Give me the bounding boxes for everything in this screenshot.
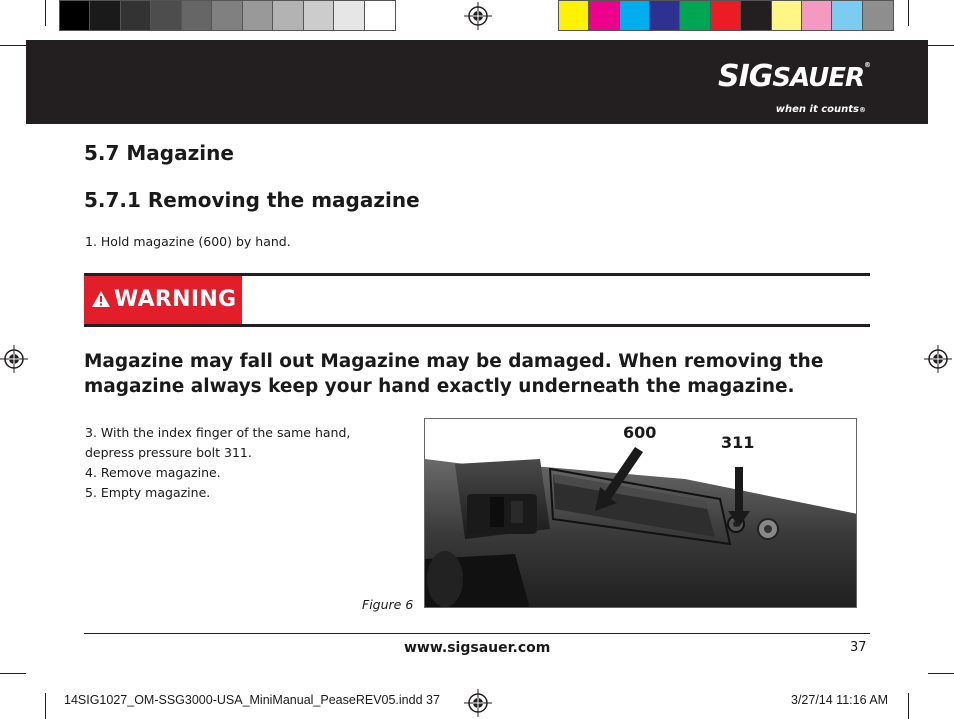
color-swatch	[589, 1, 619, 30]
color-swatch	[151, 1, 181, 30]
color-swatch	[121, 1, 151, 30]
registration-mark-bottom-icon	[464, 689, 492, 717]
warning-bottom-rule	[84, 324, 870, 327]
color-swatch	[620, 1, 650, 30]
color-swatch	[711, 1, 741, 30]
step-3a: 3. With the index finger of the same hand,	[85, 425, 351, 440]
logo-tagline-text: when it counts	[775, 104, 859, 115]
color-swatch	[212, 1, 242, 30]
warning-triangle-icon	[92, 291, 110, 307]
color-swatch	[680, 1, 710, 30]
color-swatch	[772, 1, 802, 30]
footer-url[interactable]: www.sigsauer.com	[404, 640, 551, 656]
steps-list	[85, 423, 350, 503]
color-swatch	[60, 1, 90, 30]
color-swatch	[304, 1, 334, 30]
rifle-magazine-illustration	[425, 419, 857, 608]
logo-tagline-reg: ®	[859, 106, 866, 114]
color-swatch	[650, 1, 680, 30]
color-swatch	[559, 1, 589, 30]
crop-mark	[0, 673, 26, 674]
gray-swatch-bar	[59, 0, 396, 31]
page-number: 37	[850, 640, 867, 655]
figure-caption: Figure 6	[362, 597, 414, 612]
crop-mark	[928, 673, 954, 674]
color-swatch	[182, 1, 212, 30]
crop-mark	[0, 45, 26, 46]
header-band	[26, 40, 928, 124]
callout-600: 600	[623, 423, 657, 442]
step-5: 5. Empty magazine.	[85, 485, 211, 500]
logo-tagline	[776, 104, 866, 115]
registration-mark-left-icon	[0, 345, 28, 373]
color-swatch	[802, 1, 832, 30]
slug-timestamp: 3/27/14 11:16 AM	[791, 693, 889, 707]
registration-mark-top-icon	[464, 2, 492, 30]
warning-text: Magazine may fall out Magazine may be damaged. When removing the magazine always keep your hand exactly underneath the magazine.	[84, 351, 824, 397]
crop-mark	[908, 693, 909, 719]
crop-mark	[45, 0, 46, 26]
color-swatch	[365, 1, 395, 30]
figure-6-photo	[424, 418, 857, 608]
crop-mark	[45, 693, 46, 719]
color-swatch-bar	[558, 0, 894, 31]
warning-badge	[84, 276, 242, 324]
warning-label: WARNING	[114, 287, 237, 312]
logo-tm: ®	[864, 61, 870, 69]
color-swatch	[273, 1, 303, 30]
callout-311: 311	[721, 433, 755, 452]
step-3b: depress pressure bolt 311.	[85, 445, 252, 460]
color-swatch	[832, 1, 862, 30]
step-4: 4. Remove magazine.	[85, 465, 221, 480]
step-1: 1. Hold magazine (600) by hand.	[85, 234, 291, 249]
section-title: 5.7 Magazine	[84, 141, 234, 165]
color-swatch	[90, 1, 120, 30]
color-swatch	[243, 1, 273, 30]
sig-sauer-logo	[718, 59, 870, 94]
crop-mark	[928, 45, 954, 46]
section-subtitle: 5.7.1 Removing the magazine	[84, 188, 420, 212]
color-swatch	[334, 1, 364, 30]
footer-rule	[84, 633, 870, 634]
slug-filename: 14SIG1027_OM-SSG3000-USA_MiniManual_PeaseREV05.indd 37	[64, 693, 440, 707]
color-swatch	[863, 1, 893, 30]
logo-sauer: SAUER	[772, 63, 864, 93]
logo-sig: SIG	[718, 59, 773, 94]
registration-mark-right-icon	[924, 345, 952, 373]
crop-mark	[908, 0, 909, 26]
color-swatch	[741, 1, 771, 30]
